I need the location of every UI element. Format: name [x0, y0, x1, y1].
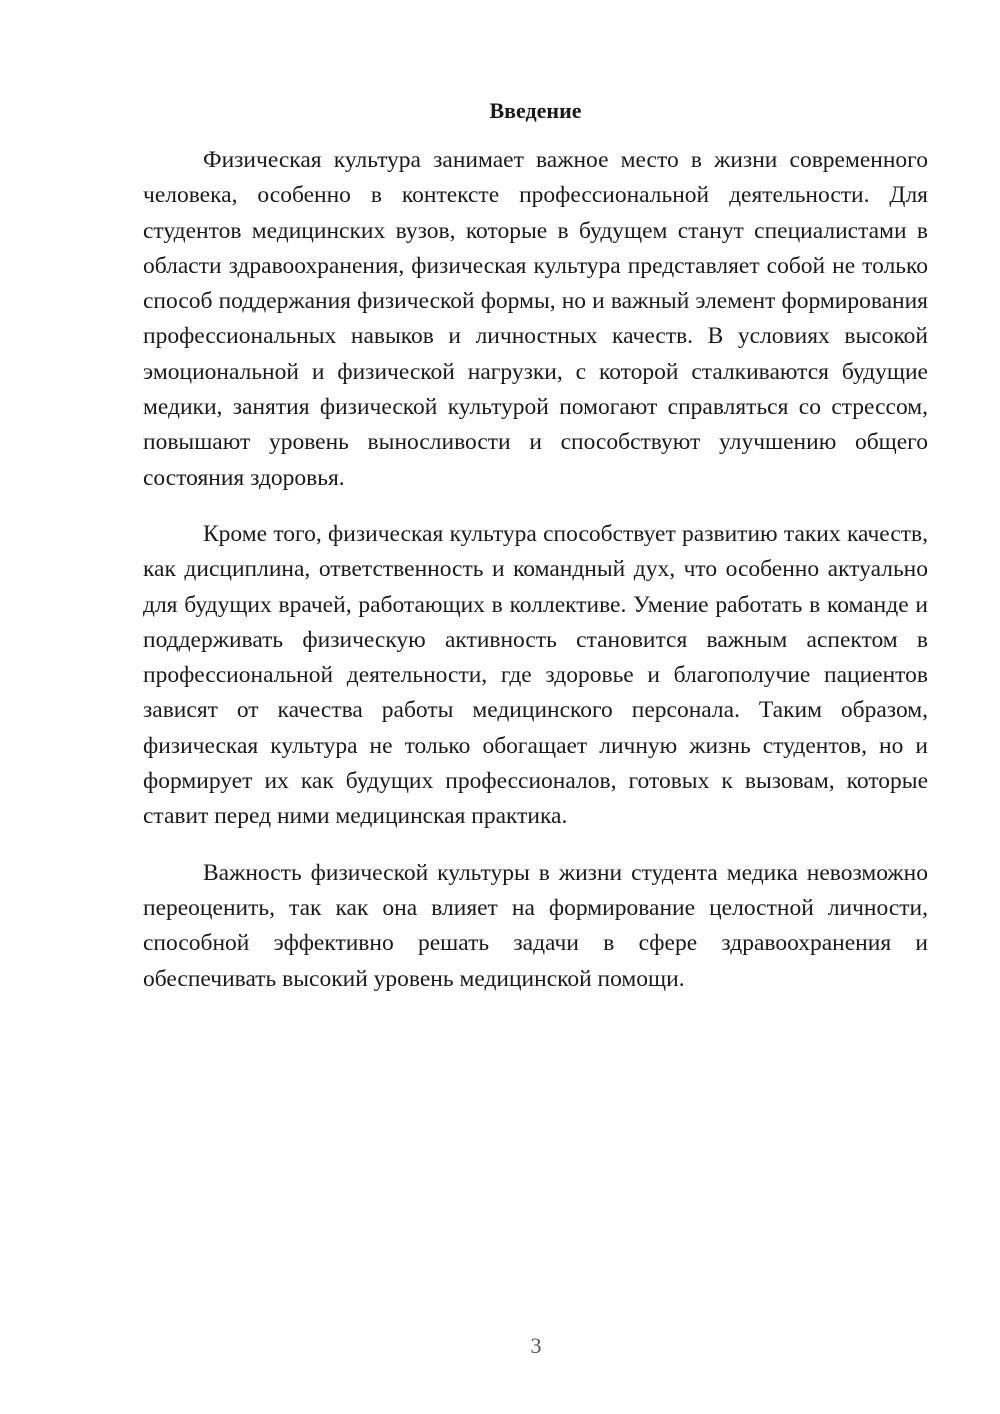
- paragraph-2: Кроме того, физическая культура способствует развитию таких качеств, как дисциплина, ответственность и командный дух, что особенно актуально для будущих врачей, работающих в коллективе. Умение работать в команде и поддерживать физическую активность становится важным аспектом в профессиональной деятельности, где здоровье и благополучие пациентов зависят от качества работы медицинского персонала. Таким образом, физическая культура не только обогащает личную жизнь студентов, но и формирует их как будущих профессионалов, готовых к вызовам, которые ставит перед ними медицинская практика.: [143, 520, 928, 830]
- paragraph-3: Важность физической культуры в жизни студента медика невозможно переоценить, так как она влияет на формирование целостной личности, способной эффективно решать задачи в сфере здравоохранения и обеспечивать высокий уровень медицинской помощи.: [143, 859, 928, 992]
- document-body: [143, 96, 928, 1018]
- section-heading: Введение: [489, 98, 582, 123]
- page-number: 3: [530, 1333, 542, 1358]
- paragraph-1: Физическая культура занимает важное место в жизни современного человека, особенно в контексте профессиональной деятельности. Для студентов медицинских вузов, которые в будущем станут специалистами в области здравоохранения, физическая культура представляет собой не только способ поддержания физической формы, но и важный элемент формирования профессиональных навыков и личностных качеств. В условиях высокой эмоциональной и физической нагрузки, с которой сталкиваются будущие медики, занятия физической культурой помогают справляться со стрессом, повышают уровень выносливости и способствуют улучшению общего состояния здоровья.: [143, 147, 928, 491]
